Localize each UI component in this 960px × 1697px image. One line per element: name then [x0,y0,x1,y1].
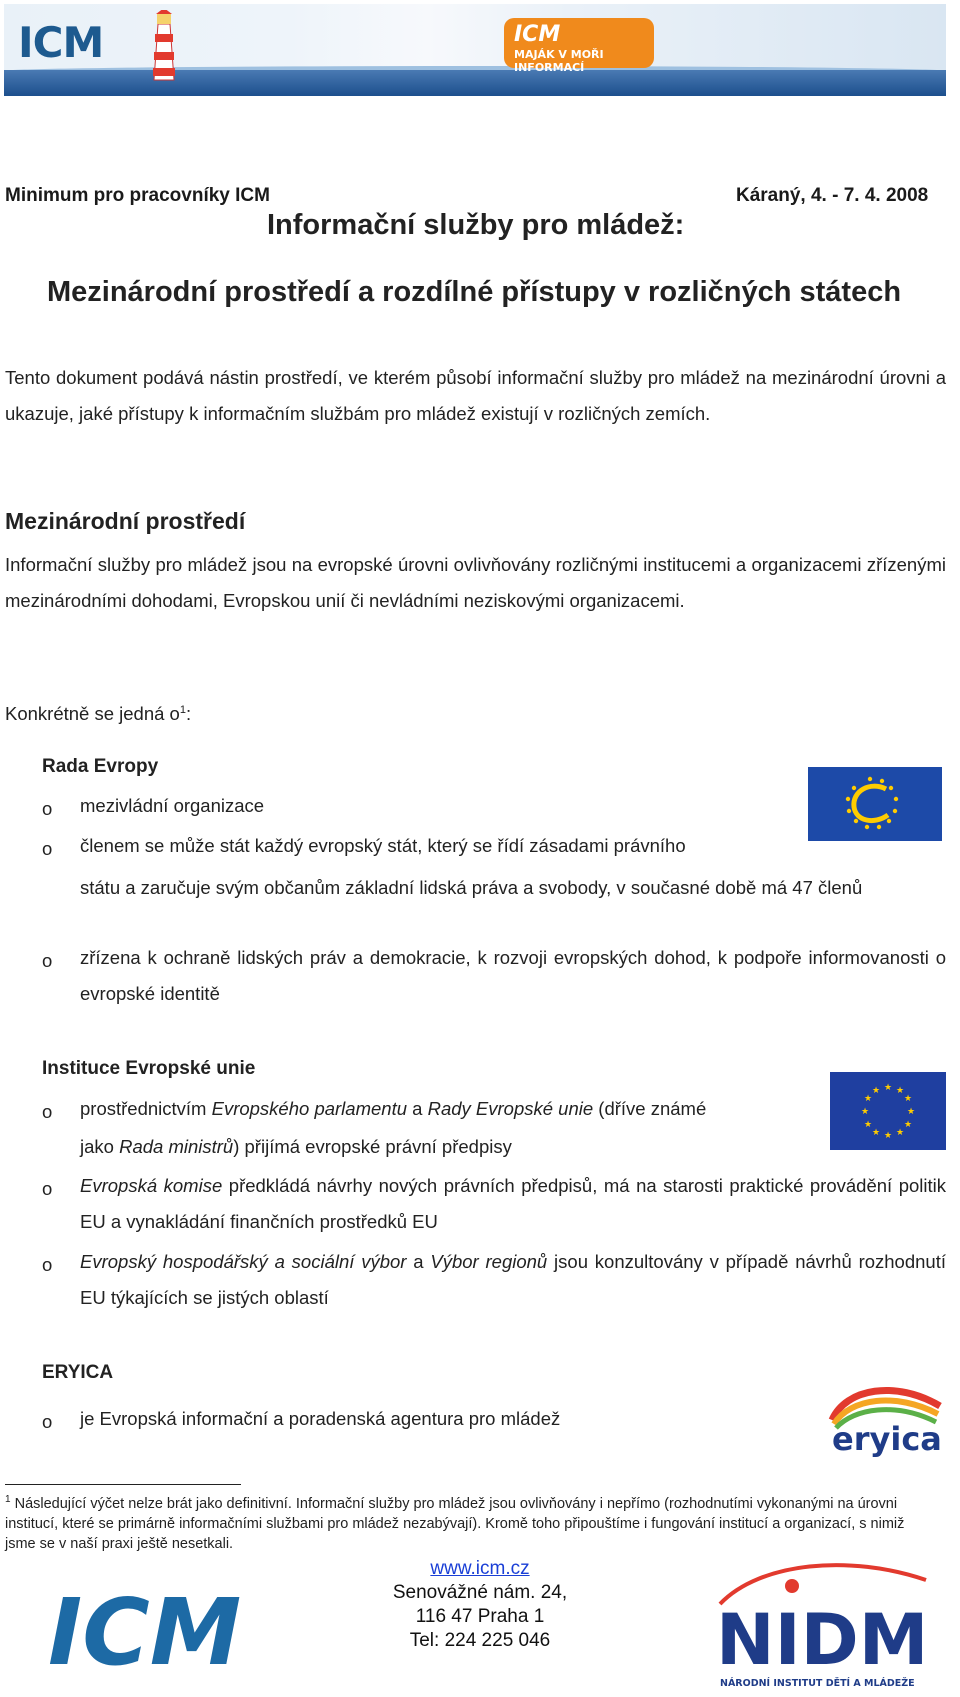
footer-nidm-logo [700,1556,946,1692]
bullet-marker: o [42,1178,53,1199]
rada-item-2-cont: státu a zaručuje svým občanům základní lidská práva a svobody, v současné době má 47 členů [80,877,863,898]
page-subtitle: Mezinárodní prostředí a rozdílné přístupy v rozličných státech [47,276,902,308]
svg-text:★: ★ [863,1120,873,1130]
svg-text:★: ★ [863,1094,873,1104]
section-paragraph: Informační služby pro mládež jsou na evropské úrovni ovlivňovány rozličnými institucemi a organizacemi zřízenými mezinárodními dohodami, Evropskou unií či nevládními neziskovými organizacemi. [5,554,946,611]
council-of-europe-logo [808,767,942,841]
svg-text:★: ★ [895,1128,905,1138]
footer-icm-logo-text: ICM [48,1579,242,1686]
eryica-logo [826,1384,946,1458]
lighthouse-icon [144,10,184,82]
bullet-marker: o [42,1101,53,1122]
svg-text:★: ★ [883,1083,893,1093]
footnote-text: Následující výčet nelze brát jako definitivní. Informační služby pro mládež jsou ovlivňovány i nepřímo (rozhodnutími vykonanými na úrovni institucí, které se primárně informačními službami pro mládež nezabývají). Kromě toho připouštíme i fungování institucí a organizací, s nimiž jsme se v naší praxi ještě nesetkali. [5,1495,905,1552]
website-link[interactable]: www.icm.cz [430,1558,530,1579]
svg-text:★: ★ [860,1107,870,1117]
doc-header-left: Minimum pro pracovníky ICM [5,185,270,206]
svg-text:★: ★ [883,1131,893,1141]
footnote [5,1490,905,1554]
nidm-caption: NÁRODNÍ INSTITUT DĚTÍ A MLÁDEŽE [720,1678,915,1689]
svg-text:★: ★ [903,1120,913,1130]
footnote-ref[interactable]: 1 [179,704,186,716]
svg-text:★: ★ [871,1128,881,1138]
contact-url[interactable] [350,1558,610,1580]
eryica-item: je Evropská informační a poradenská agentura pro mládež [80,1408,561,1429]
rada-item-3: zřízena k ochraně lidských práv a demokracie, k rozvoji evropských dohod, k podpoře informovanosti o evropské identitě [80,947,946,1004]
rada-item-1: mezivládní organizace [80,795,265,816]
lead-colon: : [185,703,192,725]
eu-item-1-cont: jako Rada ministrů) přijímá evropské právní předpisy [80,1136,512,1157]
icm-logo: ICM [18,18,104,67]
footnote-number: 1 [5,1494,11,1505]
footnote-divider [5,1484,241,1485]
eu-item-3: Evropský hospodářský a sociální výbor a Výbor regionů jsou konzultovány v případě návrhů rozhodnutí EU týkajících se jistých oblastí [80,1251,946,1308]
intro-paragraph: Tento dokument podává nástin prostředí, ve kterém působí informační služby pro mládež na mezinárodní úrovni a ukazuje, jaké přístupy k informačním službám pro mládež existují v rozličných zemích. [5,367,946,424]
nidm-logo-text: NIDM [716,1599,929,1681]
rada-evropy-heading: Rada Evropy [42,756,159,777]
badge-title: ICM [514,22,561,47]
contact-city: 116 47 Praha 1 [415,1606,545,1627]
bullet-marker: o [42,798,53,819]
doc-header-date: Káraný, 4. - 7. 4. 2008 [736,185,929,206]
bullet-marker: o [42,1254,53,1275]
eryica-heading: ERYICA [42,1362,114,1383]
eu-item-1: prostřednictvím Evropského parlamentu a Rady Evropské unie (dříve známé [80,1098,707,1119]
bullet-marker: o [42,838,53,859]
eu-flag-icon [830,1072,946,1150]
svg-text:★: ★ [895,1086,905,1096]
svg-text:★: ★ [871,1086,881,1096]
bullet-marker: o [42,1411,53,1432]
bullet-marker: o [42,950,53,971]
section-lead [5,692,946,732]
header-banner [4,4,946,96]
badge-subtitle: MAJÁK V MOŘI INFORMACÍ [514,48,604,74]
svg-text:★: ★ [906,1107,916,1117]
contact-address: Senovážné nám. 24, [392,1582,568,1603]
contact-phone: Tel: 224 225 046 [409,1630,551,1651]
lead-text: Konkrétně se jedná o [5,703,180,725]
footer-icm-logo [40,1560,260,1690]
page-title: Informační služby pro mládež: [267,209,685,241]
eu-item-2: Evropská komise předkládá návrhy nových právních předpisů, má na starosti praktické provádění politik EU a vynakládání finančních prostředků EU [80,1175,946,1232]
svg-text:★: ★ [903,1094,913,1104]
icm-badge [504,18,654,74]
eryica-logo-text: eryica [832,1420,942,1458]
section-heading: Mezinárodní prostředí [5,508,246,534]
rada-item-2: členem se může stát každý evropský stát, který se řídí zásadami právního [80,835,686,856]
eu-institutions-heading: Instituce Evropské unie [42,1058,256,1079]
